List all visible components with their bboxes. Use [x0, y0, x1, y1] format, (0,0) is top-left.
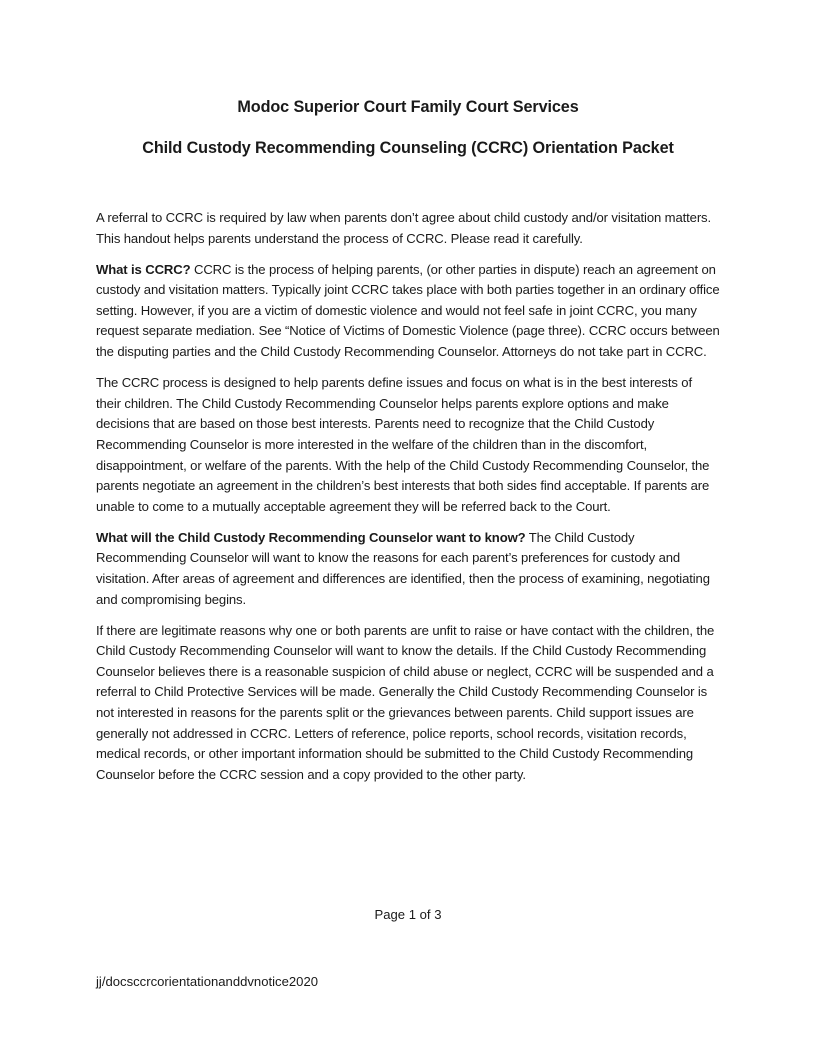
paragraph-text: If there are legitimate reasons why one or both parents are unfit to raise or have contact with the children, the Child Custody Recommending Counselor will want to know the details. If the Child Custody Recommending Counselor believes there is a reasonable suspicion of child abuse or neglect, CCRC will be suspended and a referral to Child Protective Services will be made. Generally the Child Custody Recommending Counselor is not interested in reasons for the parents split or the grievances between parents. Child support issues are generally not addressed in CCRC. Letters of reference, police reports, school records, visitation records, medical records, or other important information should be submitted to the Child Custody Recommending Counselor before the CCRC session and a copy provided to the other party.	[96, 622, 715, 782]
paragraph-legitimate-reasons	[96, 621, 720, 786]
document-body	[96, 208, 720, 796]
page-subtitle: Child Custody Recommending Counseling (CCRC) Orientation Packet	[142, 139, 674, 157]
paragraph-text: The CCRC process is designed to help parents define issues and focus on what is in the best interests of their children. The Child Custody Recommending Counselor helps parents explore options and make decisions that are based on those best interests. Parents need to recognize that the Child Custody Recommending Counselor is more interested in the welfare of the children than in the discomfort, disappointment, or welfare of the parents. With the help of the Child Custody Recommending Counselor, the parents negotiate an agreement in the children’s best interests that both sides find acceptable. If parents are unable to come to a mutually acceptable agreement they will be referred back to the Court.	[96, 375, 710, 514]
paragraph-counselor-wants	[96, 528, 720, 610]
paragraph-text: The Child Custody Recommending Counselor will want to know the reasons for each parent’s preferences for custody and visitation. After areas of agreement and differences are identified, then the process of examining, negotiating and compromising begins.	[96, 529, 710, 607]
paragraph-intro	[96, 208, 720, 249]
document-id: jj/docsccrcorientationanddvnotice2020	[96, 974, 319, 989]
page-number: Page 1 of 3	[374, 907, 442, 922]
paragraph-what-is-ccrc	[96, 260, 720, 363]
paragraph-process	[96, 373, 720, 517]
page-title: Modoc Superior Court Family Court Services	[237, 98, 579, 116]
paragraph-text: CCRC is the process of helping parents, (or other parties in dispute) reach an agreement on custody and visitation matters. Typically joint CCRC takes place with both parties together in an ordinary office setting. However, if you are a victim of domestic violence and would not feel safe in joint CCRC, you many request separate mediation. See “Notice of Victims of Domestic Violence (page three). CCRC occurs between the disputing parties and the Child Custody Recommending Counselor. Attorneys do not take part in CCRC.	[96, 261, 720, 360]
paragraph-lead: What is CCRC?	[96, 261, 191, 277]
paragraph-lead: What will the Child Custody Recommending Counselor want to know?	[96, 529, 526, 545]
paragraph-text: A referral to CCRC is required by law when parents don’t agree about child custody and/or visitation matters. This handout helps parents understand the process of CCRC. Please read it carefully.	[96, 210, 712, 246]
